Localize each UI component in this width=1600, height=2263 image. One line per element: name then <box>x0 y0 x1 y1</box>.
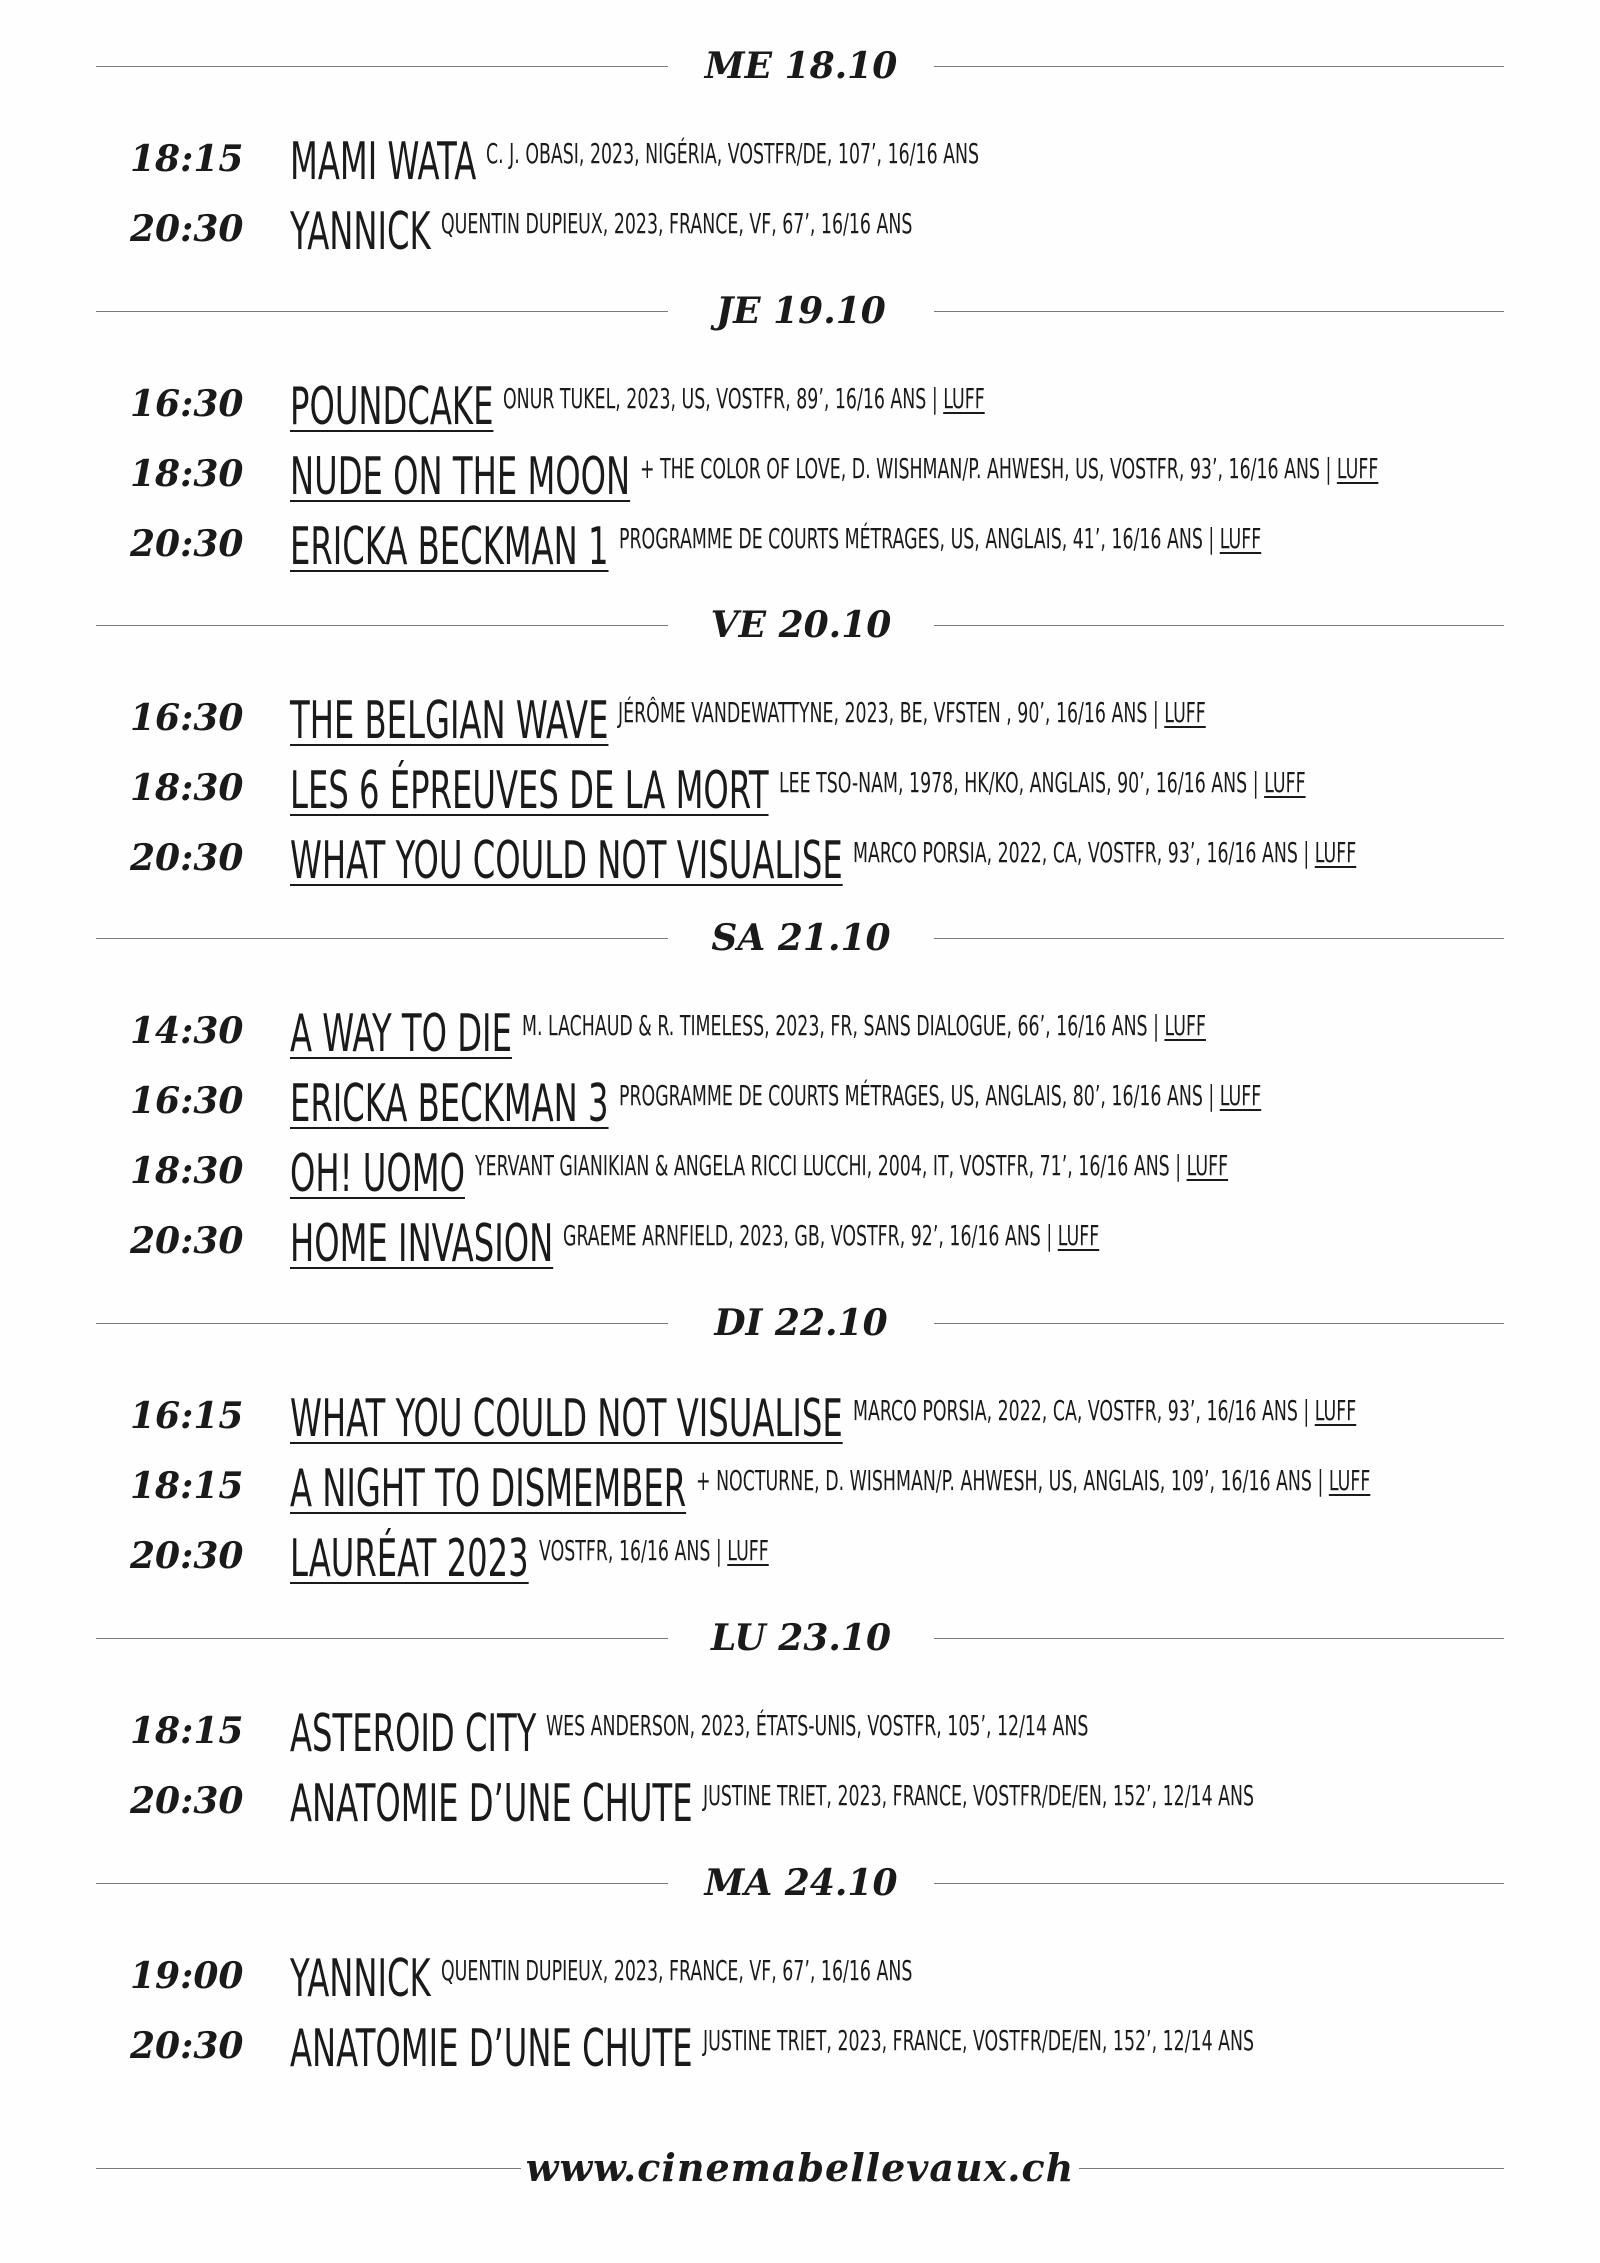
screening-time: 18:30 <box>130 1150 244 1192</box>
screening-row <box>0 1215 1600 1285</box>
film-details <box>696 1464 1370 1498</box>
film-info <box>290 517 1261 577</box>
luff-link[interactable]: LUFF <box>943 382 986 415</box>
luff-link[interactable]: LUFF <box>1219 1079 1261 1112</box>
screening-time: 16:30 <box>130 383 244 425</box>
film-details-text: JUSTINE TRIET, 2023, FRANCE, VOSTFR/DE/EN, 152’, 12/14 ANS <box>702 1779 1254 1812</box>
day-label: ME 18.10 <box>704 45 898 87</box>
day-rule-left <box>96 1638 668 1639</box>
day-rule-left <box>96 1883 668 1884</box>
screening-row <box>0 1390 1600 1460</box>
film-title: YANNICK <box>290 1949 431 2009</box>
day-rule-right <box>934 938 1504 939</box>
film-details-text: PROGRAMME DE COURTS MÉTRAGES, US, ANGLAIS, 80’, 16/16 ANS | <box>618 1079 1220 1112</box>
luff-link[interactable]: LUFF <box>1328 1464 1371 1497</box>
day-rule-right <box>934 1323 1504 1324</box>
screening-time: 16:30 <box>130 697 244 739</box>
screening-time: 20:30 <box>130 837 244 879</box>
luff-link[interactable]: LUFF <box>1314 1394 1356 1427</box>
screening-time: 20:30 <box>130 1780 244 1822</box>
film-details <box>703 2024 1254 2058</box>
film-details <box>619 522 1261 556</box>
film-title-link[interactable]: OH! UOMO <box>290 1144 465 1204</box>
film-info <box>290 1774 1254 1834</box>
day-header <box>96 595 1504 655</box>
film-details-text: JUSTINE TRIET, 2023, FRANCE, VOSTFR/DE/EN, 152’, 12/14 ANS <box>702 2024 1254 2057</box>
screening-row <box>0 378 1600 448</box>
screening-time: 14:30 <box>130 1010 244 1052</box>
film-details-text: YERVANT GIANIKIAN & ANGELA RICCI LUCCHI, 2004, IT, VOSTFR, 71’, 16/16 ANS | <box>474 1149 1187 1182</box>
film-title-link[interactable]: POUNDCAKE <box>290 377 494 437</box>
film-details <box>475 1149 1228 1183</box>
film-details-text: + NOCTURNE, D. WISHMAN/P. AHWESH, US, ANGLAIS, 109’, 16/16 ANS | <box>696 1464 1329 1497</box>
luff-link[interactable]: LUFF <box>1336 452 1379 485</box>
film-title-link[interactable]: HOME INVASION <box>290 1214 554 1274</box>
film-title-link[interactable]: THE BELGIAN WAVE <box>290 691 609 751</box>
film-details <box>853 836 1356 870</box>
film-title: ANATOMIE D’UNE CHUTE <box>290 2019 693 2079</box>
film-details <box>853 1394 1356 1428</box>
screening-row <box>0 1775 1600 1845</box>
film-details <box>618 696 1206 730</box>
day-label: VE 20.10 <box>710 604 892 646</box>
day-header <box>96 1293 1504 1353</box>
day-rule-left <box>96 938 668 939</box>
day-label: JE 19.10 <box>716 290 886 332</box>
film-title-link[interactable]: WHAT YOU COULD NOT VISUALISE <box>290 1389 843 1449</box>
luff-link[interactable]: LUFF <box>1186 1149 1229 1182</box>
day-header <box>96 908 1504 968</box>
film-details-text: MARCO PORSIA, 2022, CA, VOSTFR, 93’, 16/16 ANS | <box>852 836 1315 869</box>
screening-time: 18:30 <box>130 767 244 809</box>
film-details-text: PROGRAMME DE COURTS MÉTRAGES, US, ANGLAIS, 41’, 16/16 ANS | <box>618 522 1220 555</box>
film-details <box>441 207 912 241</box>
day-label: SA 21.10 <box>711 917 891 959</box>
film-title-link[interactable]: A NIGHT TO DISMEMBER <box>290 1459 687 1519</box>
day-label: LU 23.10 <box>711 1617 891 1659</box>
day-rule-right <box>934 1638 1504 1639</box>
footer-rule-left <box>96 2168 521 2169</box>
screening-time: 20:30 <box>130 1535 244 1577</box>
luff-link[interactable]: LUFF <box>1164 1009 1206 1042</box>
film-info <box>290 1949 912 2009</box>
screening-row <box>0 762 1600 832</box>
day-rule-left <box>96 625 668 626</box>
day-rule-right <box>934 1883 1504 1884</box>
film-info <box>290 377 986 437</box>
day-rule-right <box>934 311 1504 312</box>
film-info <box>290 1004 1206 1064</box>
website-link[interactable]: www.cinemabellevaux.ch <box>525 2145 1075 2190</box>
film-details <box>522 1009 1206 1043</box>
screening-row <box>0 1705 1600 1775</box>
screening-row <box>0 1460 1600 1530</box>
screening-time: 18:30 <box>130 453 244 495</box>
screening-row <box>0 448 1600 518</box>
film-title-link[interactable]: WHAT YOU COULD NOT VISUALISE <box>290 831 843 891</box>
film-details-text: WES ANDERSON, 2023, ÉTATS-UNIS, VOSTFR, 105’, 12/14 ANS <box>546 1709 1089 1742</box>
film-info <box>290 1459 1371 1519</box>
day-rule-left <box>96 1323 668 1324</box>
day-header <box>96 281 1504 341</box>
day-label: DI 22.10 <box>714 1302 888 1344</box>
screening-time: 16:15 <box>130 1395 244 1437</box>
day-rule-left <box>96 311 668 312</box>
luff-link[interactable]: LUFF <box>1263 766 1306 799</box>
screening-row <box>0 1950 1600 2020</box>
day-label: MA 24.10 <box>704 1862 898 1904</box>
film-info <box>290 1704 1089 1764</box>
screening-time: 18:15 <box>130 1465 244 1507</box>
film-details-text: M. LACHAUD & R. TIMELESS, 2023, FR, SANS DIALOGUE, 66’, 16/16 ANS | <box>521 1009 1165 1042</box>
screening-time: 20:30 <box>130 2025 244 2067</box>
day-header <box>96 1853 1504 1913</box>
film-details <box>486 137 979 171</box>
screening-time: 19:00 <box>130 1955 244 1997</box>
film-info <box>290 132 980 192</box>
film-details <box>640 452 1378 486</box>
film-title: MAMI WATA <box>290 132 477 192</box>
film-details <box>441 1954 912 1988</box>
film-details <box>539 1534 769 1568</box>
day-rule-left <box>96 66 668 67</box>
film-details-text: VOSTFR, 16/16 ANS | <box>538 1534 727 1567</box>
screening-row <box>0 2020 1600 2090</box>
screening-time: 18:15 <box>130 138 244 180</box>
film-title-link[interactable]: ERICKA BECKMAN 1 <box>290 517 609 577</box>
day-header <box>96 36 1504 96</box>
luff-link[interactable]: LUFF <box>726 1534 769 1567</box>
film-details-text: C. J. OBASI, 2023, NIGÉRIA, VOSTFR/DE, 107’, 16/16 ANS <box>486 137 980 170</box>
screening-row <box>0 133 1600 203</box>
screening-row <box>0 692 1600 762</box>
film-title: ANATOMIE D’UNE CHUTE <box>290 1774 693 1834</box>
film-info <box>290 1074 1261 1134</box>
luff-link[interactable]: LUFF <box>1314 836 1356 869</box>
film-details-text: JÉRÔME VANDEWATTYNE, 2023, BE, VFSTEN , 90’, 16/16 ANS | <box>618 696 1165 729</box>
screening-row <box>0 832 1600 902</box>
screening-row <box>0 1530 1600 1600</box>
screening-time: 16:30 <box>130 1080 244 1122</box>
film-title-link[interactable]: ERICKA BECKMAN 3 <box>290 1074 609 1134</box>
film-info <box>290 831 1356 891</box>
screening-row <box>0 1075 1600 1145</box>
screening-time: 20:30 <box>130 1220 244 1262</box>
film-details-text: MARCO PORSIA, 2022, CA, VOSTFR, 93’, 16/16 ANS | <box>852 1394 1315 1427</box>
film-details-text: QUENTIN DUPIEUX, 2023, FRANCE, VF, 67’, 16/16 ANS <box>440 1954 912 1987</box>
screening-time: 20:30 <box>130 208 244 250</box>
screening-row <box>0 203 1600 273</box>
film-info <box>290 2019 1254 2079</box>
film-info <box>290 1389 1356 1449</box>
film-info <box>290 1214 1100 1274</box>
film-info <box>290 202 912 262</box>
screening-time: 18:15 <box>130 1710 244 1752</box>
film-info <box>290 447 1379 507</box>
film-title: ASTEROID CITY <box>290 1704 537 1764</box>
footer-rule-right <box>1079 2168 1504 2169</box>
film-details <box>619 1079 1261 1113</box>
day-header <box>96 1608 1504 1668</box>
film-details <box>779 766 1306 800</box>
film-details <box>703 1779 1254 1813</box>
screening-time: 20:30 <box>130 523 244 565</box>
luff-link[interactable]: LUFF <box>1164 696 1207 729</box>
film-details-text: GRAEME ARNFIELD, 2023, GB, VOSTFR, 92’, 16/16 ANS | <box>563 1219 1058 1252</box>
film-details-text: LEE TSO-NAM, 1978, HK/KO, ANGLAIS, 90’, 16/16 ANS | <box>778 766 1264 799</box>
film-title-link[interactable]: A WAY TO DIE <box>290 1004 512 1064</box>
film-title-link[interactable]: LES 6 ÉPREUVES DE LA MORT <box>290 761 769 821</box>
screening-row <box>0 518 1600 588</box>
film-info <box>290 1144 1229 1204</box>
film-title-link[interactable]: NUDE ON THE MOON <box>290 447 631 507</box>
film-details-text: ONUR TUKEL, 2023, US, VOSTFR, 89’, 16/16 ANS | <box>503 382 944 415</box>
film-title: YANNICK <box>290 202 431 262</box>
film-details <box>563 1219 1099 1253</box>
film-title-link[interactable]: LAURÉAT 2023 <box>290 1529 529 1589</box>
luff-link[interactable]: LUFF <box>1219 522 1261 555</box>
film-details <box>546 1709 1088 1743</box>
film-info <box>290 691 1207 751</box>
film-details-text: QUENTIN DUPIEUX, 2023, FRANCE, VF, 67’, 16/16 ANS <box>440 207 912 240</box>
footer <box>96 2138 1504 2198</box>
film-info <box>290 1529 769 1589</box>
film-details-text: + THE COLOR OF LOVE, D. WISHMAN/P. AHWESH, US, VOSTFR, 93’, 16/16 ANS | <box>640 452 1337 485</box>
film-info <box>290 761 1306 821</box>
day-rule-right <box>934 625 1504 626</box>
day-rule-right <box>934 66 1504 67</box>
film-details <box>503 382 985 416</box>
screening-row <box>0 1005 1600 1075</box>
luff-link[interactable]: LUFF <box>1057 1219 1100 1252</box>
screening-row <box>0 1145 1600 1215</box>
